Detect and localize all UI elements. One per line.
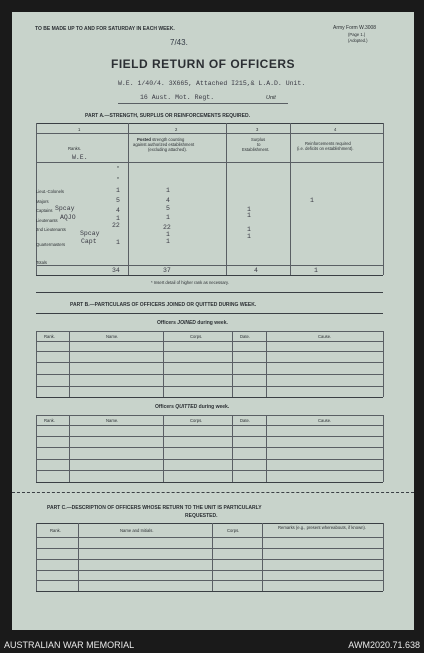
asterisk-1: * [117,166,119,172]
part-a-number-rule [36,133,383,134]
col-header-surplus-3: Establishment. [242,147,270,152]
part-c-top-rule [36,523,383,524]
joined-col-divider [266,331,267,397]
col-header-reinf-2: (i.e. deficits on establishment). [297,146,354,151]
joined-col-cause: Cause. [318,334,332,339]
total-establishment: 34 [112,267,120,274]
part-a-title: PART A.—STRENGTH, SURPLUS OR REINFORCEMENTS REQUIRED. [85,113,251,119]
instruction-text: TO BE MADE UP TO AND FOR SATURDAY IN EACH WEEK. [35,26,175,32]
quitted-row-rule [36,459,383,460]
handwritten-date: 7/43. [170,38,188,47]
joined-col-date: Date. [240,334,251,339]
part-c-col-divider [78,523,79,591]
col-header-surplus-1: Surplus [251,137,266,142]
col-header-ranks: Ranks. [68,146,82,151]
quitted-header-top-rule [36,415,383,416]
unit-line-2: 16 Aust. Mot. Regt. [140,94,215,101]
rank-lieutenants: Lieutenants [36,218,58,223]
quitted-col-divider [383,415,384,482]
row4-typed-spcay: Spcay [80,230,100,237]
part-a-col-divider-2 [226,123,227,275]
rank-majors: Majors [36,199,49,204]
row6-typed-capt: Capt [81,238,97,245]
part-c-col-name: Name and Initials. [120,528,154,533]
joined-col-name: Name. [106,334,119,339]
part-a-right-border [383,123,384,275]
part-c-header-rule [36,537,383,538]
col-number-1: 1 [78,127,81,132]
part-a-header-rule [36,162,383,163]
unit-line-1: W.E. 1/40/4. 3X665, Attached I215,& L.A.D. Unit. [118,80,306,87]
total-reinforcements: 1 [314,267,318,274]
row4-establishment: 22 [112,222,120,229]
part-a-footnote-rule [36,292,383,293]
rank-quartermasters: Quartermasters [36,242,66,247]
archive-accession-number: AWM2020.71.638 [348,640,420,650]
part-c-row-rule [36,570,383,571]
row2-posted: 5 [166,205,170,212]
unit-underline [118,103,288,104]
part-c-col-divider [262,523,263,591]
col-header-surplus-2: to [257,142,261,147]
joined-row-rule [36,362,383,363]
part-c-col-rank: Rank. [50,528,61,533]
row4-posted: 22 [163,224,171,231]
part-c-col-divider [212,523,213,591]
form-title: FIELD RETURN OF OFFICERS [111,57,295,71]
joined-bottom-rule [36,397,383,398]
part-c-col-divider [36,523,37,591]
quitted-row-rule [36,447,383,448]
asterisk-2: * [117,177,119,183]
col-number-4: 4 [334,127,337,132]
row0-posted: 1 [166,187,170,194]
quitted-col-date: Date. [240,418,251,423]
row2-typed-spcay: Spcay [55,205,75,212]
part-c-col-corps: Corps. [227,528,240,533]
row6-establishment: 1 [116,239,120,246]
quitted-col-divider [232,415,233,482]
col-number-2: 2 [175,127,178,132]
row3-typed-aqjo: AQJO [60,214,76,221]
row6-posted: 1 [166,238,170,245]
row2-surplus: 1 [247,206,251,213]
joined-col-divider [232,331,233,397]
form-page: (Page 1.) [348,32,366,37]
row3-establishment: 1 [116,215,120,222]
row4-surplus: 1 [247,226,251,233]
joined-col-divider [69,331,70,397]
quitted-col-rank: Rank. [44,418,55,423]
quitted-col-divider [36,415,37,482]
archive-credit: AUSTRALIAN WAR MEMORIAL [4,640,135,650]
totals-label: Totals [36,260,47,265]
joined-col-divider [36,331,37,397]
unit-label: Unit [266,95,276,101]
row5-posted: 1 [166,231,170,238]
joined-col-corps: Corps. [190,334,203,339]
quitted-col-divider [163,415,164,482]
row1-reinforcements: 1 [310,197,314,204]
quitted-header-bottom-rule [36,425,383,426]
quitted-col-divider [266,415,267,482]
quitted-col-cause: Cause. [318,418,332,423]
quitted-bottom-rule [36,482,383,483]
joined-col-rank: Rank. [44,334,55,339]
joined-col-divider [383,331,384,397]
part-a-bottom-rule [36,275,383,276]
part-c-row-rule [36,559,383,560]
perforation-line [12,492,414,493]
form-adopted: (Adopted.) [348,38,368,43]
total-surplus: 4 [254,267,258,274]
part-a-col-divider-1 [128,123,129,275]
col-header-reinf-1: Reinforcements required [305,141,351,146]
col-header-posted: Posted strength counting [137,137,185,142]
quitted-row-rule [36,470,383,471]
row1-posted: 4 [166,197,170,204]
rank-lieut-colonels: Lieut.-Colonels [36,189,64,194]
col-header-posted-3: (excluding attached). [148,147,187,152]
joined-heading: Officers JOINED during week. [157,320,228,326]
rank-2nd-lieutenants: 2nd Lieutenants [36,227,66,232]
part-c-row-rule [36,548,383,549]
joined-col-divider [163,331,164,397]
quitted-row-rule [36,436,383,437]
row3-surplus: 1 [247,212,251,219]
part-b-title: PART B.—PARTICULARS OF OFFICERS JOINED OR QUITTED DURING WEEK. [70,302,257,308]
quitted-col-name: Name. [106,418,119,423]
joined-row-rule [36,386,383,387]
quitted-col-corps: Corps. [190,418,203,423]
part-c-col-remarks: Remarks (e.g., present whereabouts, if known). [278,525,366,530]
part-c-row-rule [36,580,383,581]
ranks-typed-we: W.E. [72,154,88,161]
col-number-3: 3 [256,127,259,132]
row1-establishment: 5 [116,197,120,204]
rank-captains: Captains [36,208,53,213]
row3-posted: 1 [166,214,170,221]
total-posted: 37 [163,267,171,274]
part-a-totals-rule [36,265,383,266]
part-c-col-divider [383,523,384,591]
row0-establishment: 1 [116,187,120,194]
part-c-title-2: REQUESTED. [185,513,218,519]
joined-row-rule [36,351,383,352]
part-b-top-rule [36,313,383,314]
quitted-col-divider [69,415,70,482]
row2-establishment: 4 [116,207,120,214]
joined-header-top-rule [36,331,383,332]
form-id: Army Form W.3008 [333,25,377,31]
col-header-posted-2: against authorized establishment [133,142,195,147]
quitted-heading: Officers QUITTED during week. [155,404,230,410]
joined-header-bottom-rule [36,341,383,342]
row5-surplus: 1 [247,233,251,240]
part-a-footnote: * Insert detail of higher rank as necessary. [151,280,229,285]
part-a-col-divider-3 [290,123,291,275]
part-a-top-rule [36,123,383,124]
part-c-title-1: PART C.—DESCRIPTION OF OFFICERS WHOSE RETURN TO THE UNIT IS PARTICULARLY [47,505,262,511]
part-c-bottom-rule [36,591,383,592]
joined-row-rule [36,374,383,375]
